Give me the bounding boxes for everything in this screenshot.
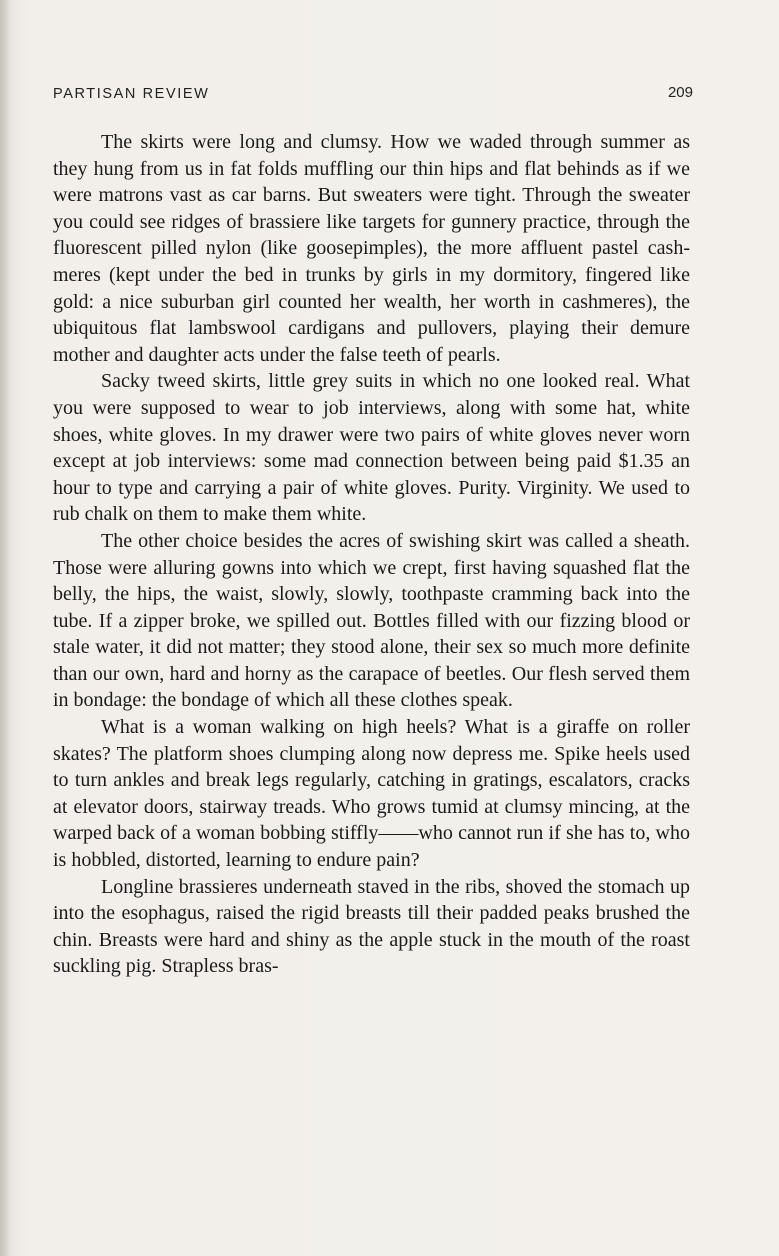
journal-title: PARTISAN REVIEW <box>53 86 210 102</box>
paragraph-brassieres: Longline brassieres underneath staved in the ribs, shoved the stomach up into the esophagus, raised the rigid breasts till their padded peaks brushed the chin. Breasts were hard and shiny as the apple stuck in the mouth of the roast suckling pig. Strapless bras- <box>53 875 690 978</box>
running-head <box>53 84 693 106</box>
body-text <box>53 129 690 980</box>
gutter-shadow <box>0 0 10 1256</box>
page-number: 209 <box>667 84 693 101</box>
paragraph-skirts: The skirts were long and clumsy. How we waded through summer as they hung from us in fat folds muffling our thin hips and flat behinds as if we were matrons vast as car barns. But sweaters were tight. Through the sweater you could see ridges of brassiere like targets for gunnery practice, through the fluorescent pilled nylon (like goosepimples), the more affluent pastel cashmeres (kept under the bed in trunks by girls in my dormitory, fingered like gold: a nice suburban girl counted her wealth, her worth in cashmeres), the ubiquitous flat lambswool cardigans and pullovers, playing their demure mother and daughter acts under the false teeth of pearls. <box>53 131 690 366</box>
paragraph-sheath: The other choice besides the acres of swishing skirt was called a sheath. Those were alluring gowns into which we crept, first having squashed flat the belly, the hips, the waist, slowly, slowly, toothpaste cramming back into the tube. If a zipper broke, we spilled out. Bottles filled with our fizzing blood or stale water, it did not matter; they stood alone, their sex so much more definite than our own, hard and horny as the carapace of beetles. Our flesh served them in bondage: the bondage of which all these clothes speak. <box>53 529 690 712</box>
paragraph-high-heels: What is a woman walking on high heels? What is a giraffe on roller skates? The platform shoes clumping along now depress me. Spike heels used to turn ankles and break legs regularly, catching in gratings, escalators, cracks at elevator doors, stairway treads. Who grows tumid at clumsy mincing, at the warped back of a woman bobbing stiffly——who cannot run if she has to, who is hobbled, distorted, learning to endure pain? <box>53 716 690 872</box>
paragraph-tweed: Sacky tweed skirts, little grey suits in which no one looked real. What you were supposed to wear to job interviews, along with some hat, white shoes, white gloves. In my drawer were two pairs of white gloves never worn except at job interviews: some mad connection between being paid $1.35 an hour to type and carrying a pair of white gloves. Purity. Virginity. We used to rub chalk on them to make them white. <box>53 370 690 526</box>
